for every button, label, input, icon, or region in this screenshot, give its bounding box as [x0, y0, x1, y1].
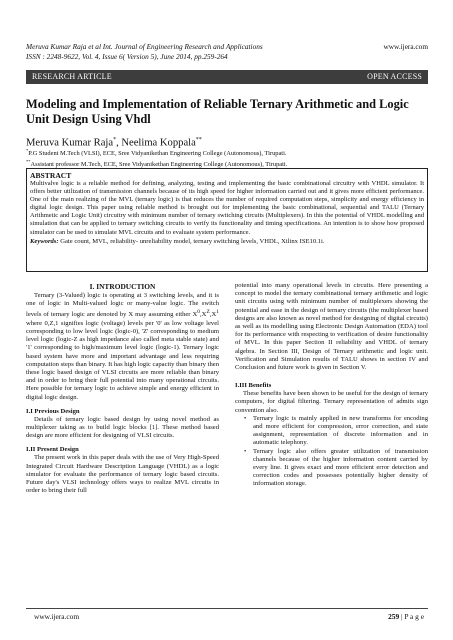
section-heading-introduction: I. INTRODUCTION [89, 282, 156, 291]
keywords-label: Keywords: [30, 237, 59, 245]
author-separator: , [116, 137, 122, 149]
page-number-value: 259 [388, 612, 400, 621]
subsection-heading-benefits: I.III Benefits [235, 382, 272, 390]
intro-superscript: 0 [197, 309, 201, 316]
journal-issn: ISSN : 2248-9622, Vol. 4, Issue 6( Version 5), June 2014, pp.259-264 [26, 51, 228, 61]
keywords [30, 238, 424, 246]
abstract-box [26, 168, 428, 272]
subsection-heading-present-design: I.II Present Design [26, 446, 79, 454]
intro-text: Ternary (3-Valued) logic is operating at 3 switching levels, and it is one of logic in Multi-valued logic or many-value logic. The switch levels of ternary logic are denoted by X may assuming either X [26, 292, 219, 319]
list-item: • Ternary logic is mainly applied in new transforms for encoding and more efficient for compression, error correction, and state assignment, representation of discrete information and in automatic telephony. [245, 415, 428, 448]
list-item: • Ternary logic also offers greater utilization of transmission channels because of the higher information content carried by every line. It gives exact and more efficient error detection and correction codes and possesses potentially higher density of information storage. [245, 448, 428, 489]
author-first: Meruva Kumar Raja [26, 137, 114, 149]
open-access-label: OPEN ACCESS [367, 72, 422, 81]
affiliation-text: Assistant professor M.Tech, ECE, Sree Vidyanikethan Engineering College (Autonomous), Tirupati. [30, 161, 288, 169]
article-type-label: RESEARCH ARTICLE [32, 72, 112, 81]
footer-website-link[interactable]: www.ijera.com [34, 612, 80, 621]
present-design-paragraph: The present work in this paper deals with the use of Very High-Speed Integrated Circuit Hardware Description Language (VHDL) as a logic simulator for evaluate the performance of ternary logic based circuits. Future day's VLSI technology offers ways to realize MVL circuits in order to bring their full [26, 454, 219, 495]
benefits-list [245, 415, 428, 489]
continued-paragraph: potential into many operational levels in circuits. Here presenting a concept to model the ternary combinational ternary arithmetic and logic unit circuits using with minimum number of multiplexers showing the potential and ease in the design of ternary circuits (the multiplexer based designs are also known as novel method for designing of digital circuits) as well as its modelling using Electronic Design Automation (EDA) tool for its performance with respecting to verification of desire functionality of MVL. In this paper Section II reliability and VHDL of ternary algebra. In Section III, Design of Ternary arithmetic and logic unit. Verification and Simulation results of TALU shows in section IV and Conclusion and future work is given in Section V. [235, 282, 428, 372]
article-banner [26, 70, 428, 84]
intro-superscript: Z [206, 309, 210, 316]
introduction-paragraph [26, 292, 219, 402]
previous-design-paragraph: Details of ternary logic based design by using novel method as multiplexer taking as to build logic blocks [1]. These method based design are more efficient for designing of VLSI circuits. [26, 415, 219, 440]
author-second-mark: ** [195, 137, 202, 143]
journal-header [26, 42, 428, 61]
intro-text: where 0,Z,1 signifies logic (voltage) levels per '0' as low voltage level corresponding to low level logic (logic-0), 'Z' corresponding to medium level logic (logic-Z as high impedance also called meta stable state) and '1' corresponding to high/maximum level logic (logic-1). Ternary logic based system have more and important advantage and less requiring computation steps than binary. It has high logic capacity than binary then these logic based design of VLSI circuits are more reliable than binary and in order to bring their full potential into many operational circuits. Here possible for ternary logic to achieve simple and energy efficient in digital logic design. [26, 319, 219, 401]
affiliation-mark: ** [26, 159, 31, 165]
abstract-heading: ABSTRACT [30, 171, 72, 180]
affiliation-1 [26, 147, 428, 158]
keywords-list: Gate count, MVL, reliability- unreliability model, ternary switching levels, VHDL, Xilinx ISE10.1i. [58, 237, 325, 245]
page-label: | P a g e [399, 612, 424, 621]
subsection-heading-previous-design: I.I Previous Design [26, 407, 80, 415]
affiliation-mark: * [26, 148, 29, 153]
intro-superscript: 1 [216, 309, 219, 316]
author-first-mark: * [113, 137, 117, 143]
affiliations [26, 147, 428, 170]
left-column [26, 282, 219, 495]
right-column [235, 282, 428, 489]
abstract-text: Multivalve logic is a reliable method for defining, analyzing, testing and implementing the basic combinational circuitry with VHDL simulator. It offers better utilization of transmission channels because of its high speed for higher information carried out and it gives more efficient performance. One of the main realizing of the MVL (ternary logic) is that reduces the number of required computation steps, simplicity and energy efficiency in digital logic design. This paper using reliable method is brought out for implementing the basic combinational, sequential and TALU (Ternary Arithmetic and Logic Unit) circuitry with minimum number of ternary switching circuits (Multiplexers). In this the potential of VHDL modelling and simulation that can be applied to ternary switching circuits to verify its functionality and timing specifications. An intention is to show how proposed simulator can be used to simulate MVL circuits and to evaluate system performance. [30, 180, 424, 236]
benefits-paragraph: These benefits have been shown to be useful for the design of ternary computers, for digital filtering. Ternary representation of admits sign convention also. [235, 390, 428, 414]
affiliation-text: P.G Student M.Tech (VLSI), ECE, Sree Vidyanikethan Engineering College (Autonomous), Tirupati. [28, 150, 287, 158]
intro-text: ,X [209, 311, 217, 319]
page-footer [26, 608, 428, 622]
intro-text: ,X [200, 311, 207, 319]
page-number [388, 610, 424, 623]
journal-website-link[interactable]: www.ijera.com [383, 42, 428, 51]
author-second: Neelima Koppala [121, 137, 196, 149]
journal-citation: Meruva Kumar Raja et al Int. Journal of Engineering Research and Applications [26, 42, 263, 51]
paper-title: Modeling and Implementation of Reliable Ternary Arithmetic and Logic Unit Design Using Vhdl [26, 97, 409, 126]
